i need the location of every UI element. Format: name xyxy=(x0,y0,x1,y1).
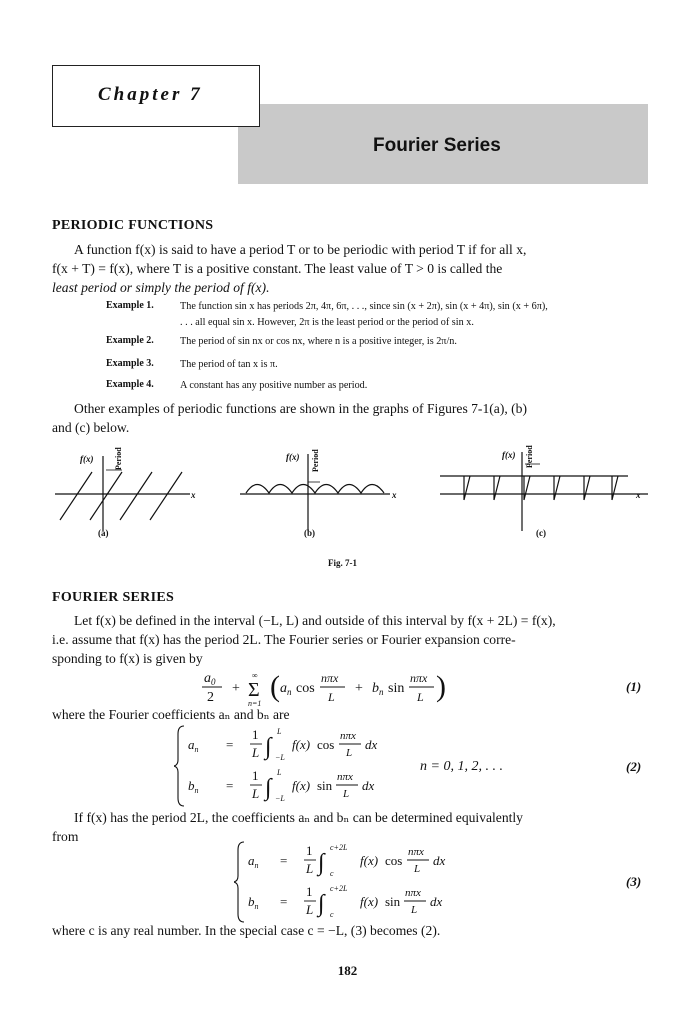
svg-text:+: + xyxy=(232,681,240,696)
figure-label: Fig. 7-1 xyxy=(328,558,357,568)
x-label-b: x xyxy=(392,490,397,500)
example-2-text: The period of sin nx or cos nx, where n is a positive integer, is 2π/n. xyxy=(180,336,457,347)
svg-text:dx: dx xyxy=(365,737,378,752)
graph-c xyxy=(440,445,648,538)
svg-text:an: $a_n$ xyxy=(188,737,199,754)
example-4-label: Example 4. xyxy=(106,379,154,390)
svg-text:∫: ∫ xyxy=(265,775,272,801)
svg-text:n=1: n=1 xyxy=(248,699,262,708)
svg-text:L: L xyxy=(277,727,282,736)
svg-text:∫: ∫ xyxy=(318,850,325,876)
svg-text:c: c xyxy=(330,869,334,878)
graph-a xyxy=(55,447,196,538)
svg-text:a0: $a_0$ xyxy=(204,671,216,687)
caption-a: (a) xyxy=(98,528,109,538)
svg-text:nπx: nπx xyxy=(340,730,356,742)
svg-text:+: + xyxy=(355,681,363,696)
svg-text:): ) xyxy=(436,670,446,703)
svg-text:c+2L: c+2L xyxy=(330,843,348,852)
chapter-title: Fourier Series xyxy=(373,135,501,156)
section-heading-fourier: FOURIER SERIES xyxy=(52,590,175,605)
svg-text:f(x): f(x) xyxy=(292,737,311,752)
svg-text:2: 2 xyxy=(207,690,214,705)
fx-label-a: f(x) xyxy=(80,454,94,464)
svg-text:sin: sin xyxy=(388,681,405,696)
svg-text:nπx: nπx xyxy=(410,671,428,685)
svg-text:bn: $b_n$ xyxy=(372,681,384,697)
coefficients-line: where the Fourier coefficients aₙ and bₙ are xyxy=(52,707,290,722)
x-label-c: x xyxy=(636,490,641,500)
periodic-line-1: A function f(x) is said to have a period T or to be periodic with period T if for all x, xyxy=(74,242,527,257)
svg-text:(: ( xyxy=(270,670,280,703)
periodic-paragraph-2: Other examples of periodic functions are shown in the graphs of Figures 7-1(a), (b) and (c) below. xyxy=(52,401,527,435)
svg-text:∫: ∫ xyxy=(318,891,325,917)
graph-b xyxy=(240,449,397,538)
svg-text:L: L xyxy=(346,747,353,759)
section-heading-periodic: PERIODIC FUNCTIONS xyxy=(52,218,214,233)
period-label-a: Period xyxy=(114,447,123,470)
equation-1-number: (1) xyxy=(626,679,642,694)
equation-3 xyxy=(234,840,474,924)
period-2l-paragraph: If f(x) has the period 2L, the coefficients aₙ and bₙ can be determined equivalently from xyxy=(52,810,523,844)
equation-2-number: (2) xyxy=(626,759,642,774)
figure-7-1 xyxy=(50,438,650,578)
caption-c: (c) xyxy=(536,528,546,538)
svg-text:cos: cos xyxy=(296,681,315,696)
svg-text:∞: ∞ xyxy=(252,671,258,680)
svg-text:L: L xyxy=(343,788,350,800)
svg-text:L: L xyxy=(328,690,335,704)
svg-text:sin: sin xyxy=(385,894,401,909)
svg-text:=: = xyxy=(226,778,234,793)
svg-text:bn: $b_n$ xyxy=(248,894,259,911)
example-1-label: Example 1. xyxy=(106,300,154,311)
svg-text:f(x): f(x) xyxy=(360,853,379,868)
svg-text:nπx: nπx xyxy=(321,671,339,685)
period-label-b: Period xyxy=(311,449,320,472)
svg-text:nπx: nπx xyxy=(408,846,424,858)
svg-text:L: L xyxy=(417,690,424,704)
svg-text:c: c xyxy=(330,910,334,919)
svg-text:f(x): f(x) xyxy=(292,778,311,793)
periodic-paragraph xyxy=(52,240,648,297)
example-4-text: A constant has any positive number as period. xyxy=(180,380,368,391)
period-label-c: Period xyxy=(525,445,534,468)
periodic-line-3: least period or simply the period of f(x). xyxy=(52,280,270,295)
svg-text:1: 1 xyxy=(252,768,259,783)
svg-text:L: L xyxy=(252,745,260,760)
example-2-label: Example 2. xyxy=(106,335,154,346)
svg-text:L: L xyxy=(252,786,260,801)
periodic-line-2: f(x + T) = f(x), where T is a positive constant. The least value of T > 0 is called the xyxy=(52,261,503,276)
svg-text:f(x): f(x) xyxy=(360,894,379,909)
svg-text:L: L xyxy=(306,861,314,876)
svg-text:∫: ∫ xyxy=(265,734,272,760)
example-3-label: Example 3. xyxy=(106,358,154,369)
svg-text:−L: −L xyxy=(275,794,285,803)
svg-text:cos: cos xyxy=(385,853,403,868)
final-line: where c is any real number. In the special case c = −L, (3) becomes (2). xyxy=(52,923,441,938)
svg-text:L: L xyxy=(414,863,421,875)
x-label-a: x xyxy=(191,490,196,500)
svg-text:cos: cos xyxy=(317,737,335,752)
equation-2 xyxy=(174,724,404,808)
svg-text:bn: $b_n$ xyxy=(188,778,199,795)
svg-text:=: = xyxy=(226,737,234,752)
svg-text:=: = xyxy=(280,853,288,868)
equation-1 xyxy=(200,666,500,710)
svg-text:L: L xyxy=(306,902,314,917)
example-1-text: The function sin x has periods 2π, 4π, 6π, . . ., since sin (x + 2π), sin (x + 4π), sin (x + 6π), . . . all equal sin x. However, 2π is the least period or the period of sin x. xyxy=(180,301,548,328)
svg-text:Σ: Σ xyxy=(248,679,260,701)
fx-label-c: f(x) xyxy=(502,450,516,460)
svg-text:=: = xyxy=(280,894,288,909)
page-number: 182 xyxy=(337,963,358,978)
svg-text:c+2L: c+2L xyxy=(330,884,348,893)
equation-3-number: (3) xyxy=(626,874,642,889)
fourier-paragraph: Let f(x) be defined in the interval (−L, L) and outside of this interval by f(x + 2L) = f(x), i.e. assume that f(x) has the period 2L. The Fourier series or Fourier expansion corre- sponding to f(x) is given by xyxy=(52,613,556,666)
svg-text:nπx: nπx xyxy=(405,887,421,899)
svg-text:L: L xyxy=(277,768,282,777)
example-3-text: The period of tan x is π. xyxy=(180,359,278,370)
svg-text:L: L xyxy=(411,904,418,916)
svg-text:dx: dx xyxy=(362,778,375,793)
caption-b: (b) xyxy=(304,528,315,538)
svg-text:nπx: nπx xyxy=(337,771,353,783)
svg-text:1: 1 xyxy=(306,884,313,899)
equation-2-range: n = 0, 1, 2, . . . xyxy=(420,759,503,774)
svg-text:1: 1 xyxy=(252,727,259,742)
svg-text:1: 1 xyxy=(306,843,313,858)
svg-text:−L: −L xyxy=(275,753,285,762)
svg-text:sin: sin xyxy=(317,778,333,793)
svg-text:an: $a_n$ xyxy=(248,853,259,870)
svg-text:an: $a_n$ xyxy=(280,681,292,697)
svg-text:dx: dx xyxy=(430,894,443,909)
svg-text:dx: dx xyxy=(433,853,446,868)
chapter-label: Chapter 7 xyxy=(98,84,203,105)
fx-label-b: f(x) xyxy=(286,452,300,462)
